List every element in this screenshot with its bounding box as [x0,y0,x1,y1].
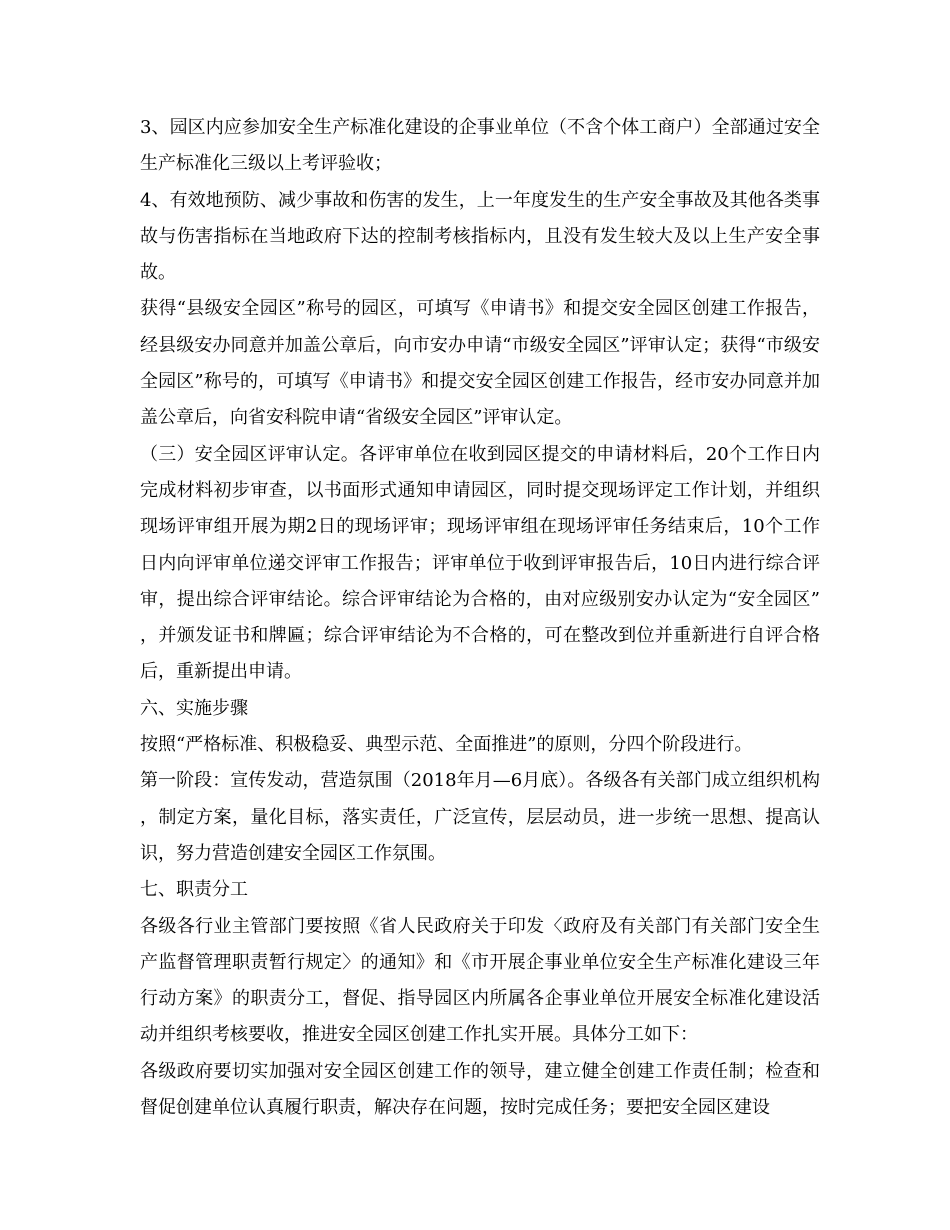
section-heading-responsibilities: 七、职责分工 [140,879,248,901]
document-page [140,110,820,1126]
paragraph-phase-one: 第一阶段：宣传发动，营造氛围（2018年月—6月底）。各级各有关部门成立组织机构，制定方案，量化目标，落实责任，广泛宣传，层层动员，进一步统一思想、提高认识，努力营造创建安全园区工作氛围。 [140,770,820,864]
paragraph-government-duties: 各级政府要切实加强对安全园区创建工作的领导，建立健全创建工作责任制；检查和督促创建单位认真履行职责，解决存在问题，按时完成任务；要把安全园区建设 [140,1060,820,1119]
section-heading-implementation-steps: 六、实施步骤 [140,697,248,719]
paragraph-item-3-acceptance: 3、园区内应参加安全生产标准化建设的企事业单位（不含个体工商户）全部通过安全生产标准化三级以上考评验收； [140,117,820,175]
paragraph-department-duties: 各级各行业主管部门要按照《省人民政府关于印发〈政府及有关部门有关部门安全生产监督管理职责暂行规定〉的通知》和《市开展企事业单位安全生产标准化建设三年行动方案》的职责分工，督促、指导园区内所属各企事业单位开展安全标准化建设活动并组织考核要收，推进安全园区创建工作扎实开展。具体分工如下： [140,915,820,1046]
paragraph-application-procedure: 获得“县级安全园区”称号的园区，可填写《申请书》和提交安全园区创建工作报告，经县级安办同意并加盖公章后，向市安办申请“市级安全园区”评审认定；获得“市级安全园区”称号的，可填写《申请书》和提交安全园区创建工作报告，经市安办同意并加盖公章后，向省安科院申请“省级安全园区”评审认定。 [140,298,820,429]
paragraph-principles: 按照“严格标准、积极稳妥、典型示范、全面推进”的原则，分四个阶段进行。 [140,734,753,756]
paragraph-item-4-accident-prevention: 4、有效地预防、减少事故和伤害的发生，上一年度发生的生产安全事故及其他各类事故与伤害指标在当地政府下达的控制考核指标内，且没有发生较大及以上生产安全事故。 [140,189,820,284]
paragraph-review-certification: （三）安全园区评审认定。各评审单位在收到园区提交的申请材料后，20个工作日内完成材料初步审查，以书面形式通知申请园区，同时提交现场评定工作计划，并组织现场评审组开展为期2日的现场评审；现场评审组在现场评审任务结束后，10个工作日内向评审单位递交评审工作报告；评审单位于收到评审报告后，10日内进行综合评审，提出综合评审结论。综合评审结论为合格的，由对应级别安办认定为“安全园区”，并颁发证书和牌匾；综合评审结论为不合格的，可在整改到位并重新进行自评合格后，重新提出申请。 [140,443,820,683]
